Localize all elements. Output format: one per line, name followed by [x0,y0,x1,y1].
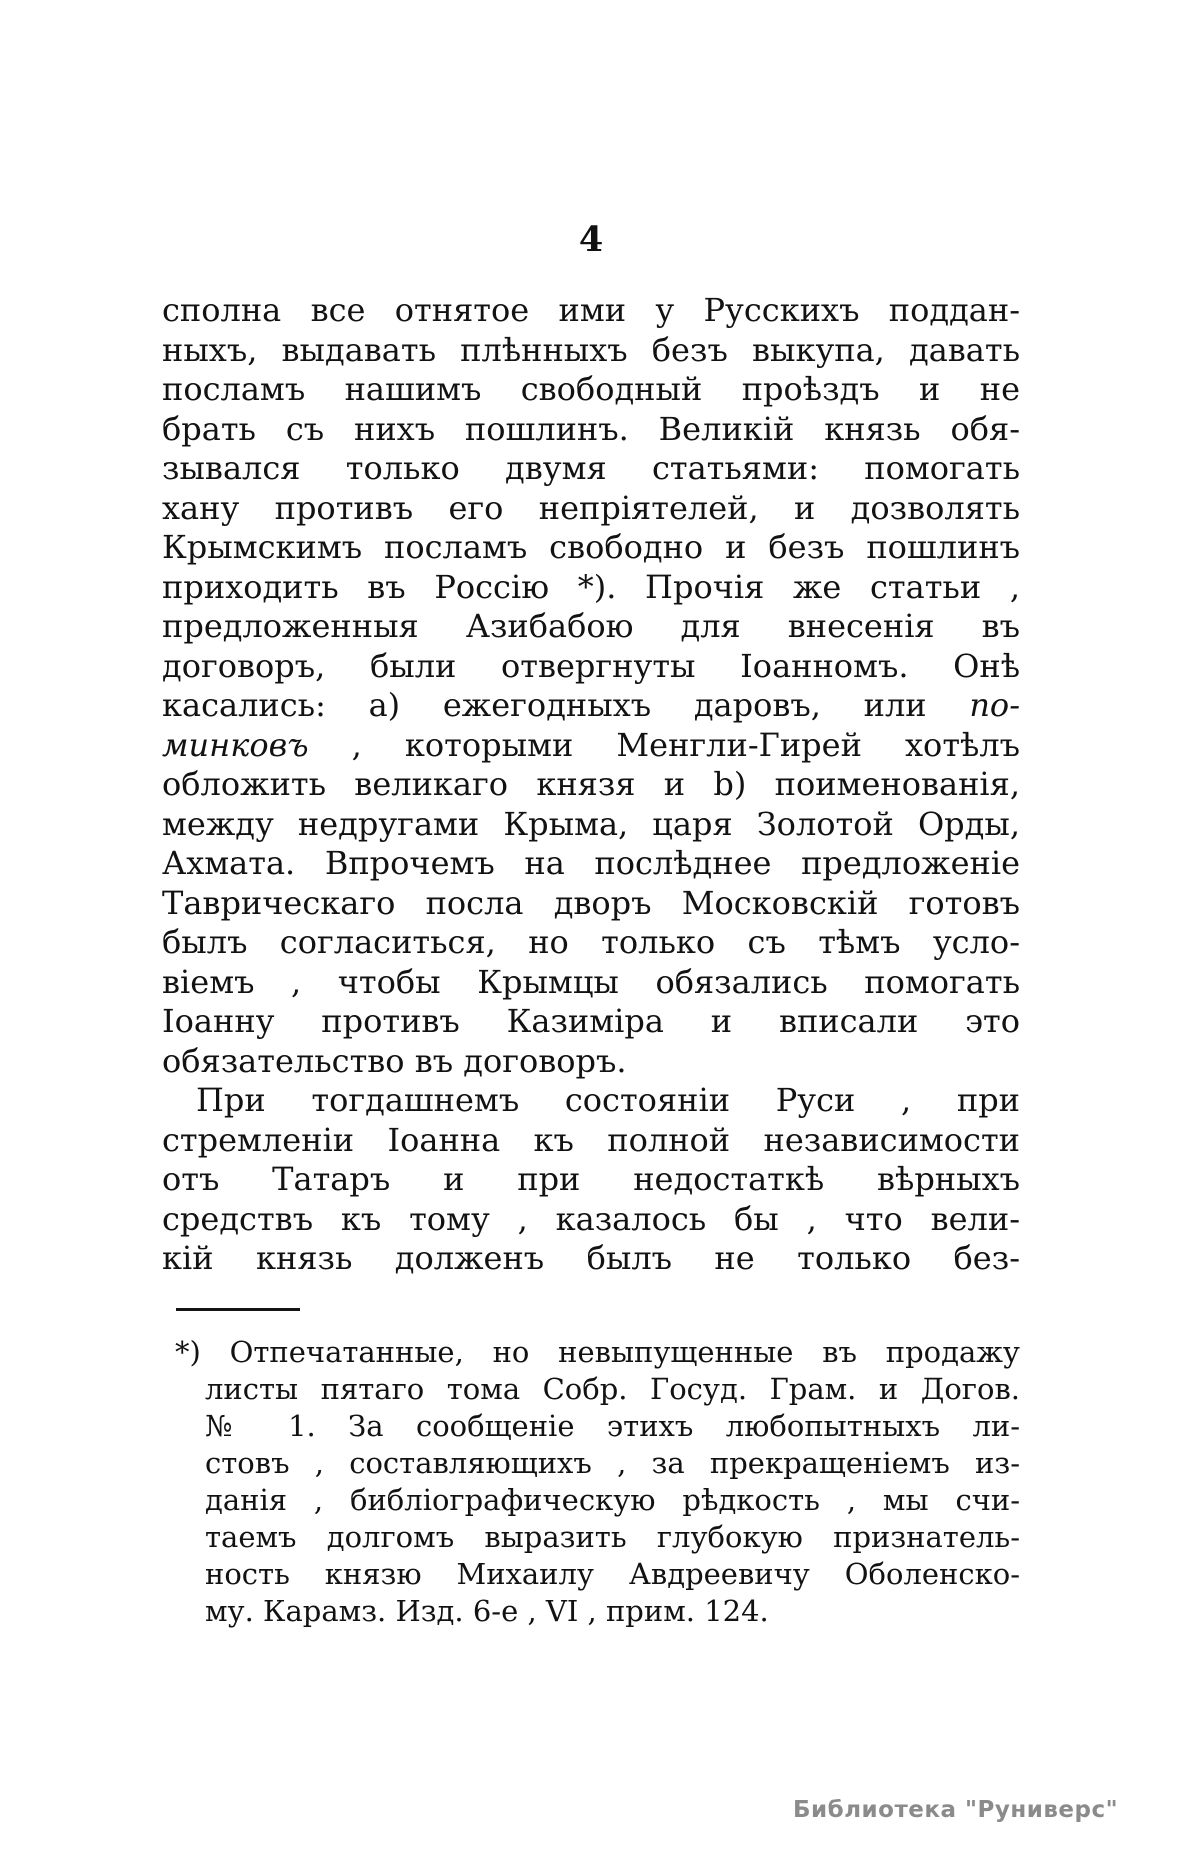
text-line [205,1482,1020,1519]
text-segment: віемъ , чтобы Крымцы обязались помогать [162,962,1020,1001]
text-line [175,1334,1020,1371]
text-segment: ныхъ, выдавать плѣнныхъ безъ выкупа, давать [162,330,1020,369]
text-segment: му. Карамз. Изд. 6-е , VI , прим. 124. [205,1594,769,1628]
text-line [162,1081,1020,1121]
text-segment: сполна все отнятое ими у Русскихъ поддан- [162,291,1020,329]
text-segment: Іоанну противъ Казиміра и вписали это [162,1002,1020,1040]
footnote [165,1334,1020,1630]
text-segment: зывался только двумя статьями: помогать [162,449,1020,487]
text-line [162,844,1020,884]
text-segment: стовъ , составляющихъ , за прекращеніемъ из- [205,1446,1020,1480]
text-line [162,449,1020,489]
text-line [162,1160,1020,1200]
text-line [205,1371,1020,1408]
text-line [162,607,1020,647]
text-segment: касались: а) ежегодныхъ даровъ, или [162,686,970,724]
text-line [162,1121,1020,1161]
text-segment: обязательство въ договоръ. [162,1041,627,1080]
text-segment: договоръ, были отвергнуты Іоанномъ. Онѣ [162,646,1020,685]
text-line [162,1200,1020,1240]
text-line [162,647,1020,687]
text-segment: хану противъ его непріятелей, и дозволять [162,488,1020,527]
page-number: 4 [578,219,604,260]
body-text [162,291,1020,1279]
text-line [162,1002,1020,1042]
text-segment: ность князю Михаилу Авдреевичу Оболенско- [205,1557,1020,1591]
text-segment: листы пятаго тома Собр. Госуд. Грам. и Догов. [205,1372,1020,1406]
text-segment: приходить въ Россію *). Прочія же статьи , [162,567,1020,606]
text-line [205,1519,1020,1556]
text-line [162,410,1020,450]
text-segment: обложить великаго князя и b) поименованія, [162,765,1020,803]
text-line [162,923,1020,963]
text-line [205,1445,1020,1482]
text-line [162,884,1020,924]
italic-text-segment: по- [969,686,1020,724]
text-segment: Таврическаго посла дворъ Московскій готовъ [162,883,1020,922]
text-segment: таемъ долгомъ выразить глубокую признатель- [205,1520,1020,1554]
text-segment: При тогдашнемъ состояніи Руси , при [196,1081,1020,1119]
text-line [162,726,1020,766]
text-line [205,1556,1020,1593]
text-segment: отъ Татаръ и при недостаткѣ вѣрныхъ [162,1160,1020,1198]
text-segment: Крымскимъ посламъ свободно и безъ пошлинъ [162,528,1020,566]
text-segment: между недругами Крыма, царя Золотой Орды, [162,804,1020,843]
text-segment: посламъ нашимъ свободный проѣздъ и не [162,370,1020,408]
text-line [162,370,1020,410]
text-line [162,489,1020,529]
footnote-separator-rule [176,1308,300,1311]
text-segment: средствъ къ тому , казалось бы , что вели- [162,1199,1020,1238]
text-line [162,765,1020,805]
text-line [162,291,1020,331]
text-line [162,331,1020,371]
text-segment: *) Отпечатанные, но невыпущенные въ продажу [175,1335,1020,1369]
text-line [162,805,1020,845]
text-line [162,686,1020,726]
text-segment: данія , библіографическую рѣдкость , мы счи- [205,1483,1020,1517]
text-line [205,1593,1020,1630]
text-segment: стремленіи Іоанна къ полной независимости [162,1120,1020,1159]
text-segment: кій князь долженъ былъ не только без- [162,1239,1020,1277]
library-watermark: Библиотека "Руниверс" [793,1797,1119,1823]
text-segment: № 1. За сообщеніе этихъ любопытныхъ ли- [205,1409,1020,1443]
text-line [162,963,1020,1003]
italic-text-segment: минковъ [162,725,309,764]
text-line [162,1239,1020,1279]
text-line [205,1408,1020,1445]
text-segment: , которыми Менгли-Гирей хотѣлъ [308,725,1020,764]
text-line [162,528,1020,568]
text-segment: Ахмата. Впрочемъ на послѣднее предложеніе [162,844,1020,882]
text-segment: былъ согласиться, но только съ тѣмъ усло- [162,923,1020,961]
text-line [162,1042,1020,1082]
text-segment: брать съ нихъ пошлинъ. Великій князь обя- [162,409,1020,448]
text-line [162,568,1020,608]
text-segment: предложенныя Азибабою для внесенія въ [162,607,1020,645]
